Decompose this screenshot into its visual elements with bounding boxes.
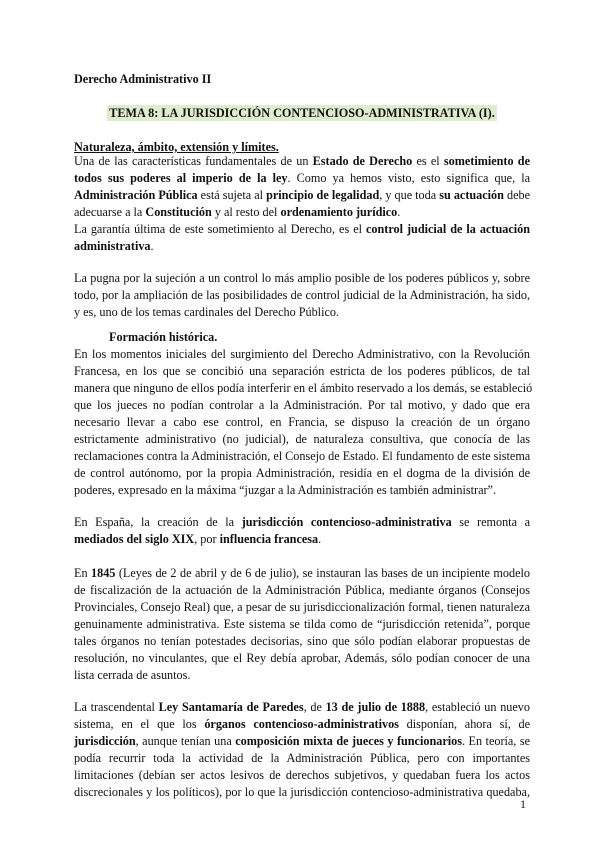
paragraph-line: La trascendental Ley Santamaría de Paredes, de 13 de julio de 1888, estableció un nuevo (74, 700, 530, 714)
section-heading-naturaleza: Naturaleza, ámbito, extensión y límites. (74, 140, 279, 154)
document-title: TEMA 8: LA JURISDICCIÓN CONTENCIOSO-ADMINISTRATIVA (I). (109, 106, 495, 120)
paragraph-line: resolución, no vinculantes, que el Rey debía aprobar, Además, sólo podían conocer de una (74, 651, 530, 665)
paragraph-line: estrictamente administrativo (no judicial), de naturaleza consultiva, que conocía de las (74, 432, 530, 446)
paragraph-line: y es, uno de los temas cardinales del Derecho Público. (74, 305, 340, 319)
paragraph-line: administrativa. (74, 239, 154, 253)
paragraph-line: En España, la creación de la jurisdicción contencioso-administrativa se remonta a (74, 515, 530, 529)
paragraph-line: En los momentos iniciales del surgimiento del Derecho Administrativo, con la Revolución (74, 347, 530, 361)
paragraph-line: Administración Pública está sujeta al principio de legalidad, y que toda su actuación debe (74, 188, 531, 202)
paragraph-line: de fiscalización de la actuación de la Administración Pública, mediante órganos (Consejos (74, 583, 530, 597)
paragraph-line: de control autónomo, por la propia Administración, residía en el dogma de la división de (74, 466, 530, 480)
section-heading-formacion: Formación histórica. (109, 330, 218, 344)
paragraph-line: lista cerrada de asuntos. (74, 668, 191, 682)
paragraph-line: Una de las características fundamentales de un Estado de Derecho es el sometimiento de (74, 154, 530, 168)
paragraph-line: adecuarse a la Constitución y al resto del ordenamiento jurídico. (74, 205, 401, 219)
paragraph-line: poderes, expresado en la máxima “juzgar a la Administración es también administrar”. (74, 483, 497, 497)
paragraph-line: reclamaciones contra la Administración, el Consejo de Estado. El fundamento de este sistema (74, 449, 531, 463)
paragraph-line: que los jueces no podían controlar a la Administración. Por tal motivo, y dado que era (74, 398, 530, 412)
paragraph-line: todo, por la ampliación de las posibilidades de control judicial de la Administración, ha sido, (74, 288, 530, 302)
paragraph-line: sistema, en el que los órganos contencioso-administrativos disponían, ahora sí, de (74, 717, 530, 731)
paragraph-line: Francesa, en los que se concibió una separación estricta de los poderes públicos, de tal (74, 364, 530, 378)
paragraph-line: limitaciones (debían ser actos lesivos de derechos subjetivos, y quedaban fuera los actos (74, 768, 530, 782)
paragraph-line: La garantía última de este sometimiento al Derecho, es el control judicial de la actuación (74, 222, 530, 236)
paragraph-line: discrecionales y los políticos), por lo que la jurisdicción contencioso-administrativa quedaba, (74, 785, 530, 799)
paragraph-line: La pugna por la sujeción a un control lo más amplio posible de los poderes públicos y, sobre (74, 271, 530, 285)
paragraph-line: necesario llevar a cabo ese control, en Francia, se dispuso la creación de un órgano (74, 415, 530, 429)
subject-header: Derecho Administrativo II (74, 72, 212, 86)
paragraph-line: genuinamente administrativa. Este sistema se tilda como de “jurisdicción retenida”, porque (74, 617, 530, 631)
paragraph-line: En 1845 (Leyes de 2 de abril y de 6 de julio), se instauran las bases de un incipiente modelo (74, 566, 530, 580)
paragraph-line: manera que ninguno de ellos podía interferir en el ámbito reservado a los demás, se estableció (74, 381, 533, 395)
paragraph-line: jurisdicción, aunque tenían una composición mixta de jueces y funcionarios. En teoría, se (74, 734, 530, 748)
paragraph-line: todos sus poderes al imperio de la ley. Como ya hemos visto, esto significa que, la (74, 171, 530, 185)
paragraph-line: mediados del siglo XIX, por influencia francesa. (74, 532, 322, 546)
paragraph-line: Provinciales, Consejo Real) que, a pesar de su jurisdiccionalización formal, tienen naturaleza (74, 600, 530, 614)
paragraph-line: tales órganos no tenían potestades decisorias, sino que sólo podían elaborar propuestas de (74, 634, 530, 648)
paragraph-line: podía recurrir toda la actividad de la Administración Pública, pero con importantes (74, 751, 530, 765)
page-number: 1 (520, 797, 526, 811)
